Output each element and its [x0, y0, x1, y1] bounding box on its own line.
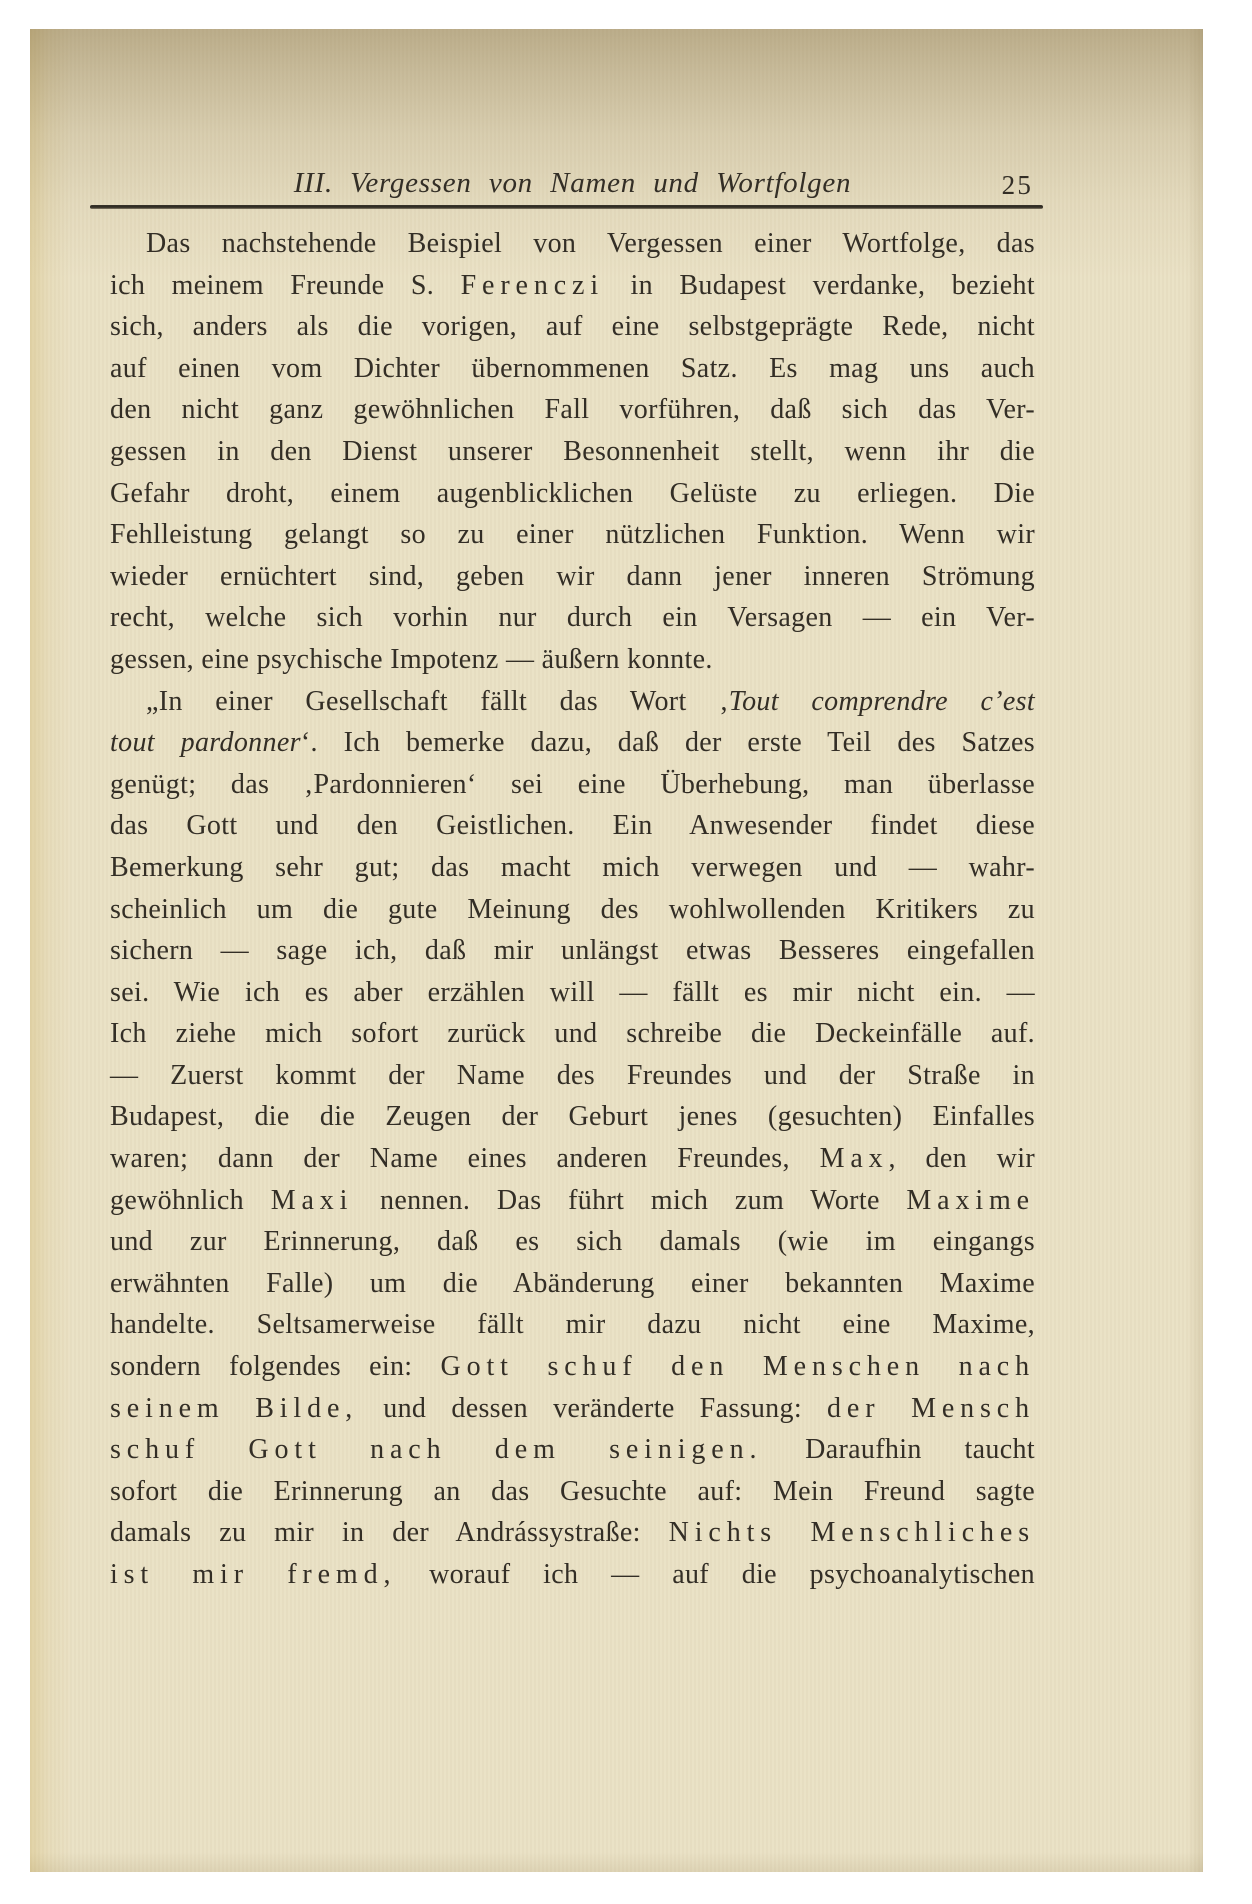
text-line — [110, 1263, 1035, 1305]
text-segment: auf einen vom Dichter übernommenen Satz. Es mag uns auch — [110, 352, 1035, 384]
text-segment: Fehlleistung gelangt so zu einer nützlichen Funktion. Wenn wir — [110, 519, 1035, 551]
text-segment: den nicht ganz gewöhnlichen Fall vorführen, daß sich das Ver- — [110, 394, 1035, 426]
text-segment: worauf ich — auf die psychoanalytischen — [396, 1559, 1035, 1590]
text-segment: damals zu mir in der Andrássystraße: — [110, 1517, 669, 1549]
running-head — [110, 167, 1035, 207]
text-line — [110, 1512, 1035, 1554]
book-page — [30, 29, 1203, 1872]
text-line — [110, 764, 1035, 806]
text-line — [110, 473, 1035, 515]
text-line — [110, 597, 1035, 639]
header-rule — [90, 205, 1043, 209]
text-line — [110, 556, 1035, 598]
text-segment: das Gott und den Geistlichen. Ein Anwesender findet diese — [110, 810, 1035, 842]
letterspaced-text: ist mir fremd, — [110, 1559, 397, 1590]
text-segment: — Zuerst kommt der Name des Freundes und der Straße in — [110, 1059, 1035, 1091]
text-line — [110, 1013, 1035, 1055]
text-segment: sondern folgendes ein: — [110, 1351, 441, 1383]
text-line — [110, 1221, 1035, 1263]
text-line — [110, 639, 1035, 681]
letterspaced-text: der Mensch — [827, 1392, 1035, 1424]
text-line — [110, 1304, 1035, 1346]
text-segment: ich meinem Freunde S. — [110, 269, 461, 301]
text-line — [110, 930, 1035, 972]
text-line — [110, 1180, 1035, 1222]
text-segment: und zur Erinnerung, daß es sich damals (wie im eingangs — [110, 1226, 1035, 1258]
text-line — [110, 1471, 1035, 1513]
text-segment: und dessen veränderte Fassung: — [358, 1392, 828, 1424]
page-number: 25 — [1001, 170, 1033, 200]
text-line — [110, 1138, 1035, 1180]
text-segment: Budapest, die die Zeugen der Geburt jenes (gesuchten) Einfalles — [110, 1101, 1035, 1133]
text-line — [110, 223, 1035, 265]
text-segment: erwähnten Falle) um die Abänderung einer bekannten Maxime — [110, 1267, 1035, 1299]
text-line — [110, 681, 1035, 723]
text-line — [110, 1055, 1035, 1097]
text-line — [110, 847, 1035, 889]
text-line — [110, 1096, 1035, 1138]
text-segment: Das nachstehende Beispiel von Vergessen einer Wortfolge, das — [146, 228, 1035, 259]
letterspaced-text: Ferenczi — [460, 269, 605, 301]
text-segment: gewöhnlich — [110, 1184, 271, 1216]
text-segment: genügt; das ‚Pardonnieren‘ sei eine Überhebung, man überlasse — [110, 768, 1035, 800]
text-segment: nennen. Das führt mich zum Worte — [353, 1184, 907, 1216]
text-line — [110, 889, 1035, 931]
text-line — [110, 805, 1035, 847]
letterspaced-text: Maxi — [270, 1184, 354, 1216]
text-segment: Bemerkung sehr gut; das macht mich verwegen und — wahr- — [110, 851, 1035, 883]
text-segment: Gefahr droht, einem augenblicklichen Gelüste zu erliegen. Die — [110, 477, 1035, 509]
text-line — [110, 514, 1035, 556]
text-segment: scheinlich um die gute Meinung des wohlwollenden Kritikers zu — [110, 893, 1035, 925]
text-line — [110, 389, 1035, 431]
letterspaced-text: Max — [819, 1143, 889, 1175]
text-line — [110, 1554, 1035, 1596]
text-body — [110, 223, 1035, 1596]
text-segment: , den wir — [888, 1143, 1036, 1175]
text-segment: gessen, eine psychische Impotenz — äußern konnte. — [110, 643, 713, 675]
letterspaced-text: Gott schuf den Menschen nach — [440, 1351, 1035, 1383]
text-segment: in Budapest verdanke, bezieht — [604, 269, 1035, 301]
text-segment: wieder ernüchtert sind, geben wir dann jener inneren Strömung — [110, 560, 1035, 592]
text-line — [110, 431, 1035, 473]
text-segment: sich, anders als die vorigen, auf eine selbstgeprägte Rede, nicht — [110, 311, 1035, 343]
text-segment: waren; dann der Name eines anderen Freundes, — [110, 1143, 820, 1175]
text-line — [110, 265, 1035, 307]
letterspaced-text: Maxime — [906, 1184, 1035, 1216]
text-line — [110, 1429, 1035, 1471]
text-line — [110, 722, 1035, 764]
text-segment: handelte. Seltsamerweise fällt mir dazu nicht eine Maxime, — [110, 1309, 1035, 1341]
text-segment: recht, welche sich vorhin nur durch ein Versagen — ein Ver- — [110, 602, 1035, 634]
text-segment: sichern — sage ich, daß mir unlängst etwas Besseres eingefallen — [110, 935, 1035, 967]
text-segment: Ich ziehe mich sofort zurück und schreibe die Deckeinfälle auf. — [110, 1018, 1035, 1050]
text-segment: Daraufhin taucht — [762, 1434, 1035, 1466]
letterspaced-text: Nichts Menschliches — [668, 1517, 1035, 1549]
text-line — [110, 1388, 1035, 1430]
letterspaced-text: seinem Bilde, — [110, 1392, 359, 1424]
text-line — [110, 306, 1035, 348]
text-segment: ‘. Ich bemerke dazu, daß der erste Teil des Satzes — [300, 727, 1035, 759]
letterspaced-text: schuf Gott nach dem seinigen. — [110, 1434, 763, 1466]
text-line — [110, 348, 1035, 390]
text-segment: gessen in den Dienst unserer Besonnenheit stellt, wenn ihr die — [110, 435, 1035, 467]
text-line — [110, 1346, 1035, 1388]
italic-text: Tout comprendre c’est — [728, 685, 1035, 717]
italic-text: tout pardonner — [110, 727, 301, 759]
text-segment: „In einer Gesellschaft fällt das Wort ‚ — [146, 685, 729, 717]
text-segment: sofort die Erinnerung an das Gesuchte auf: Mein Freund sagte — [110, 1475, 1035, 1507]
chapter-title: III. Vergessen von Namen und Wortfolgen — [293, 167, 852, 199]
text-line — [110, 972, 1035, 1014]
text-segment: sei. Wie ich es aber erzählen will — fällt es mir nicht ein. — — [110, 976, 1035, 1008]
